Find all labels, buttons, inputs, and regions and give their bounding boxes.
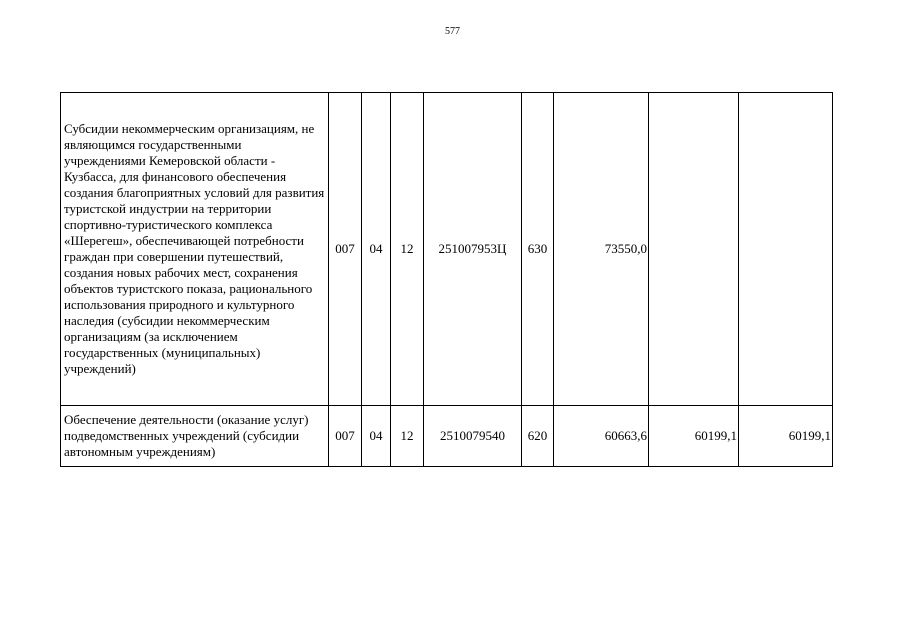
amount-3-cell bbox=[739, 93, 833, 406]
subsection-cell: 12 bbox=[391, 406, 424, 467]
table-row bbox=[61, 93, 833, 406]
section-cell: 04 bbox=[362, 406, 391, 467]
target-article-cell: 2510079540 bbox=[424, 406, 522, 467]
ministry-code-cell: 007 bbox=[329, 93, 362, 406]
amount-2-cell bbox=[649, 93, 739, 406]
section-cell: 04 bbox=[362, 93, 391, 406]
expense-type-cell: 620 bbox=[522, 406, 554, 467]
table-row bbox=[61, 406, 833, 467]
row-description: Обеспечение деятельности (оказание услуг) подведомственных учреждений (субсидии автономным учреждениям) bbox=[61, 406, 329, 467]
expense-type-cell: 630 bbox=[522, 93, 554, 406]
target-article-cell: 251007953Ц bbox=[424, 93, 522, 406]
amount-1-cell: 60663,6 bbox=[554, 406, 649, 467]
row-description: Субсидии некоммерческим организациям, не являющимся государственными учреждениями Кемеровской области - Кузбасса, для финансового обеспечения создания благоприятных условий для развития туристской индустрии на территории спортивно-туристического комплекса «Шерегеш», обеспечивающей потребности граждан при совершении путешествий, создания новых рабочих мест, сохранения объектов туристского показа, рационального использования природного и культурного наследия (субсидии некоммерческим организациям (за исключением государственных (муниципальных) учреждений) bbox=[61, 93, 329, 406]
page-number: 577 bbox=[445, 26, 460, 37]
amount-2-cell: 60199,1 bbox=[649, 406, 739, 467]
amount-3-cell: 60199,1 bbox=[739, 406, 833, 467]
ministry-code-cell: 007 bbox=[329, 406, 362, 467]
amount-1-cell: 73550,0 bbox=[554, 93, 649, 406]
subsection-cell: 12 bbox=[391, 93, 424, 406]
budget-table bbox=[60, 92, 833, 467]
